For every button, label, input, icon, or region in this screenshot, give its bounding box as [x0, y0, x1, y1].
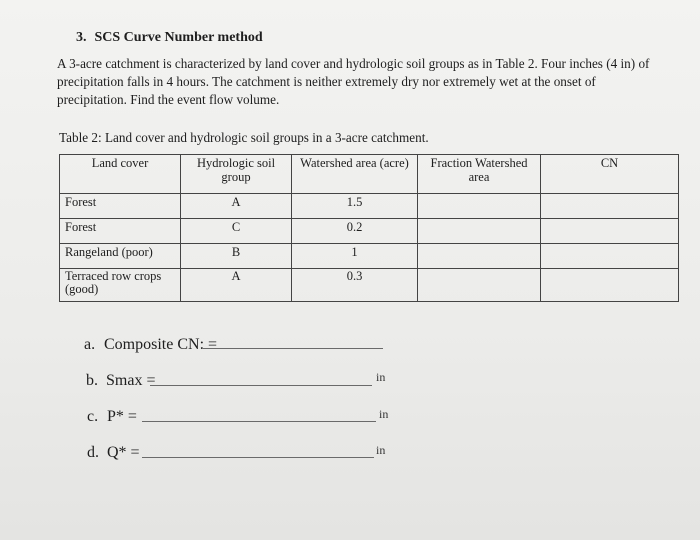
answer-line-d[interactable]: [142, 457, 374, 458]
unit-c: in: [379, 407, 389, 421]
cell-watershed-area: 0.2: [292, 219, 418, 244]
problem-statement: A 3-acre catchment is characterized by land cover and hydrologic soil groups as in Table 2. Four inches (4 in) of precipitation falls in 4 hours. The catchment is neither extremely dry nor extremely wet at the onset of precipitation. Find the event flow volume.: [57, 56, 650, 107]
question-c-letter: c.: [87, 408, 99, 425]
question-d: [87, 444, 140, 462]
header-cn: CN: [541, 155, 679, 194]
cell-land-cover: Forest: [60, 194, 181, 219]
question-b-label: Smax =: [106, 372, 156, 389]
cell-fraction-area[interactable]: [418, 244, 541, 269]
cell-watershed-area: 0.3: [292, 269, 418, 302]
unit-d: in: [376, 443, 386, 457]
question-c: [87, 408, 137, 426]
cell-watershed-area: 1: [292, 244, 418, 269]
unit-b: in: [376, 370, 386, 384]
cell-soil-group: A: [181, 194, 292, 219]
cell-land-cover: Rangeland (poor): [60, 244, 181, 269]
table-row: [60, 269, 679, 302]
cell-cn[interactable]: [541, 194, 679, 219]
table-caption: Table 2: Land cover and hydrologic soil groups in a 3-acre catchment.: [59, 130, 429, 145]
answer-line-b[interactable]: [150, 385, 372, 386]
answer-line-c[interactable]: [142, 421, 376, 422]
cell-cn[interactable]: [541, 219, 679, 244]
table-row: [60, 194, 679, 219]
table-row: [60, 219, 679, 244]
answer-line-a[interactable]: [203, 348, 383, 349]
question-b: [86, 372, 155, 390]
cell-fraction-area[interactable]: [418, 194, 541, 219]
table-row: [60, 244, 679, 269]
cell-soil-group: B: [181, 244, 292, 269]
cell-cn[interactable]: [541, 269, 679, 302]
header-soil-group: Hydrologic soil group: [181, 155, 292, 194]
cell-land-cover: Forest: [60, 219, 181, 244]
question-d-label: Q* =: [107, 444, 140, 461]
question-d-letter: d.: [87, 444, 99, 461]
table-header-row: [60, 155, 679, 194]
land-cover-table: [59, 154, 679, 302]
question-heading: [76, 30, 263, 46]
cell-fraction-area[interactable]: [418, 269, 541, 302]
header-land-cover: Land cover: [60, 155, 181, 194]
cell-soil-group: A: [181, 269, 292, 302]
question-c-label: P* =: [107, 408, 137, 425]
cell-land-cover: Terraced row crops (good): [60, 269, 181, 302]
header-watershed-area: Watershed area (acre): [292, 155, 418, 194]
cell-soil-group: C: [181, 219, 292, 244]
question-b-letter: b.: [86, 372, 98, 389]
cell-cn[interactable]: [541, 244, 679, 269]
cell-watershed-area: 1.5: [292, 194, 418, 219]
header-fraction-area: Fraction Watershed area: [418, 155, 541, 194]
question-a: [84, 336, 217, 354]
question-a-letter: a.: [84, 336, 96, 353]
cell-fraction-area[interactable]: [418, 219, 541, 244]
question-number: 3.: [76, 30, 87, 45]
question-a-label: Composite CN: =: [104, 336, 218, 353]
question-title: SCS Curve Number method: [94, 30, 263, 45]
